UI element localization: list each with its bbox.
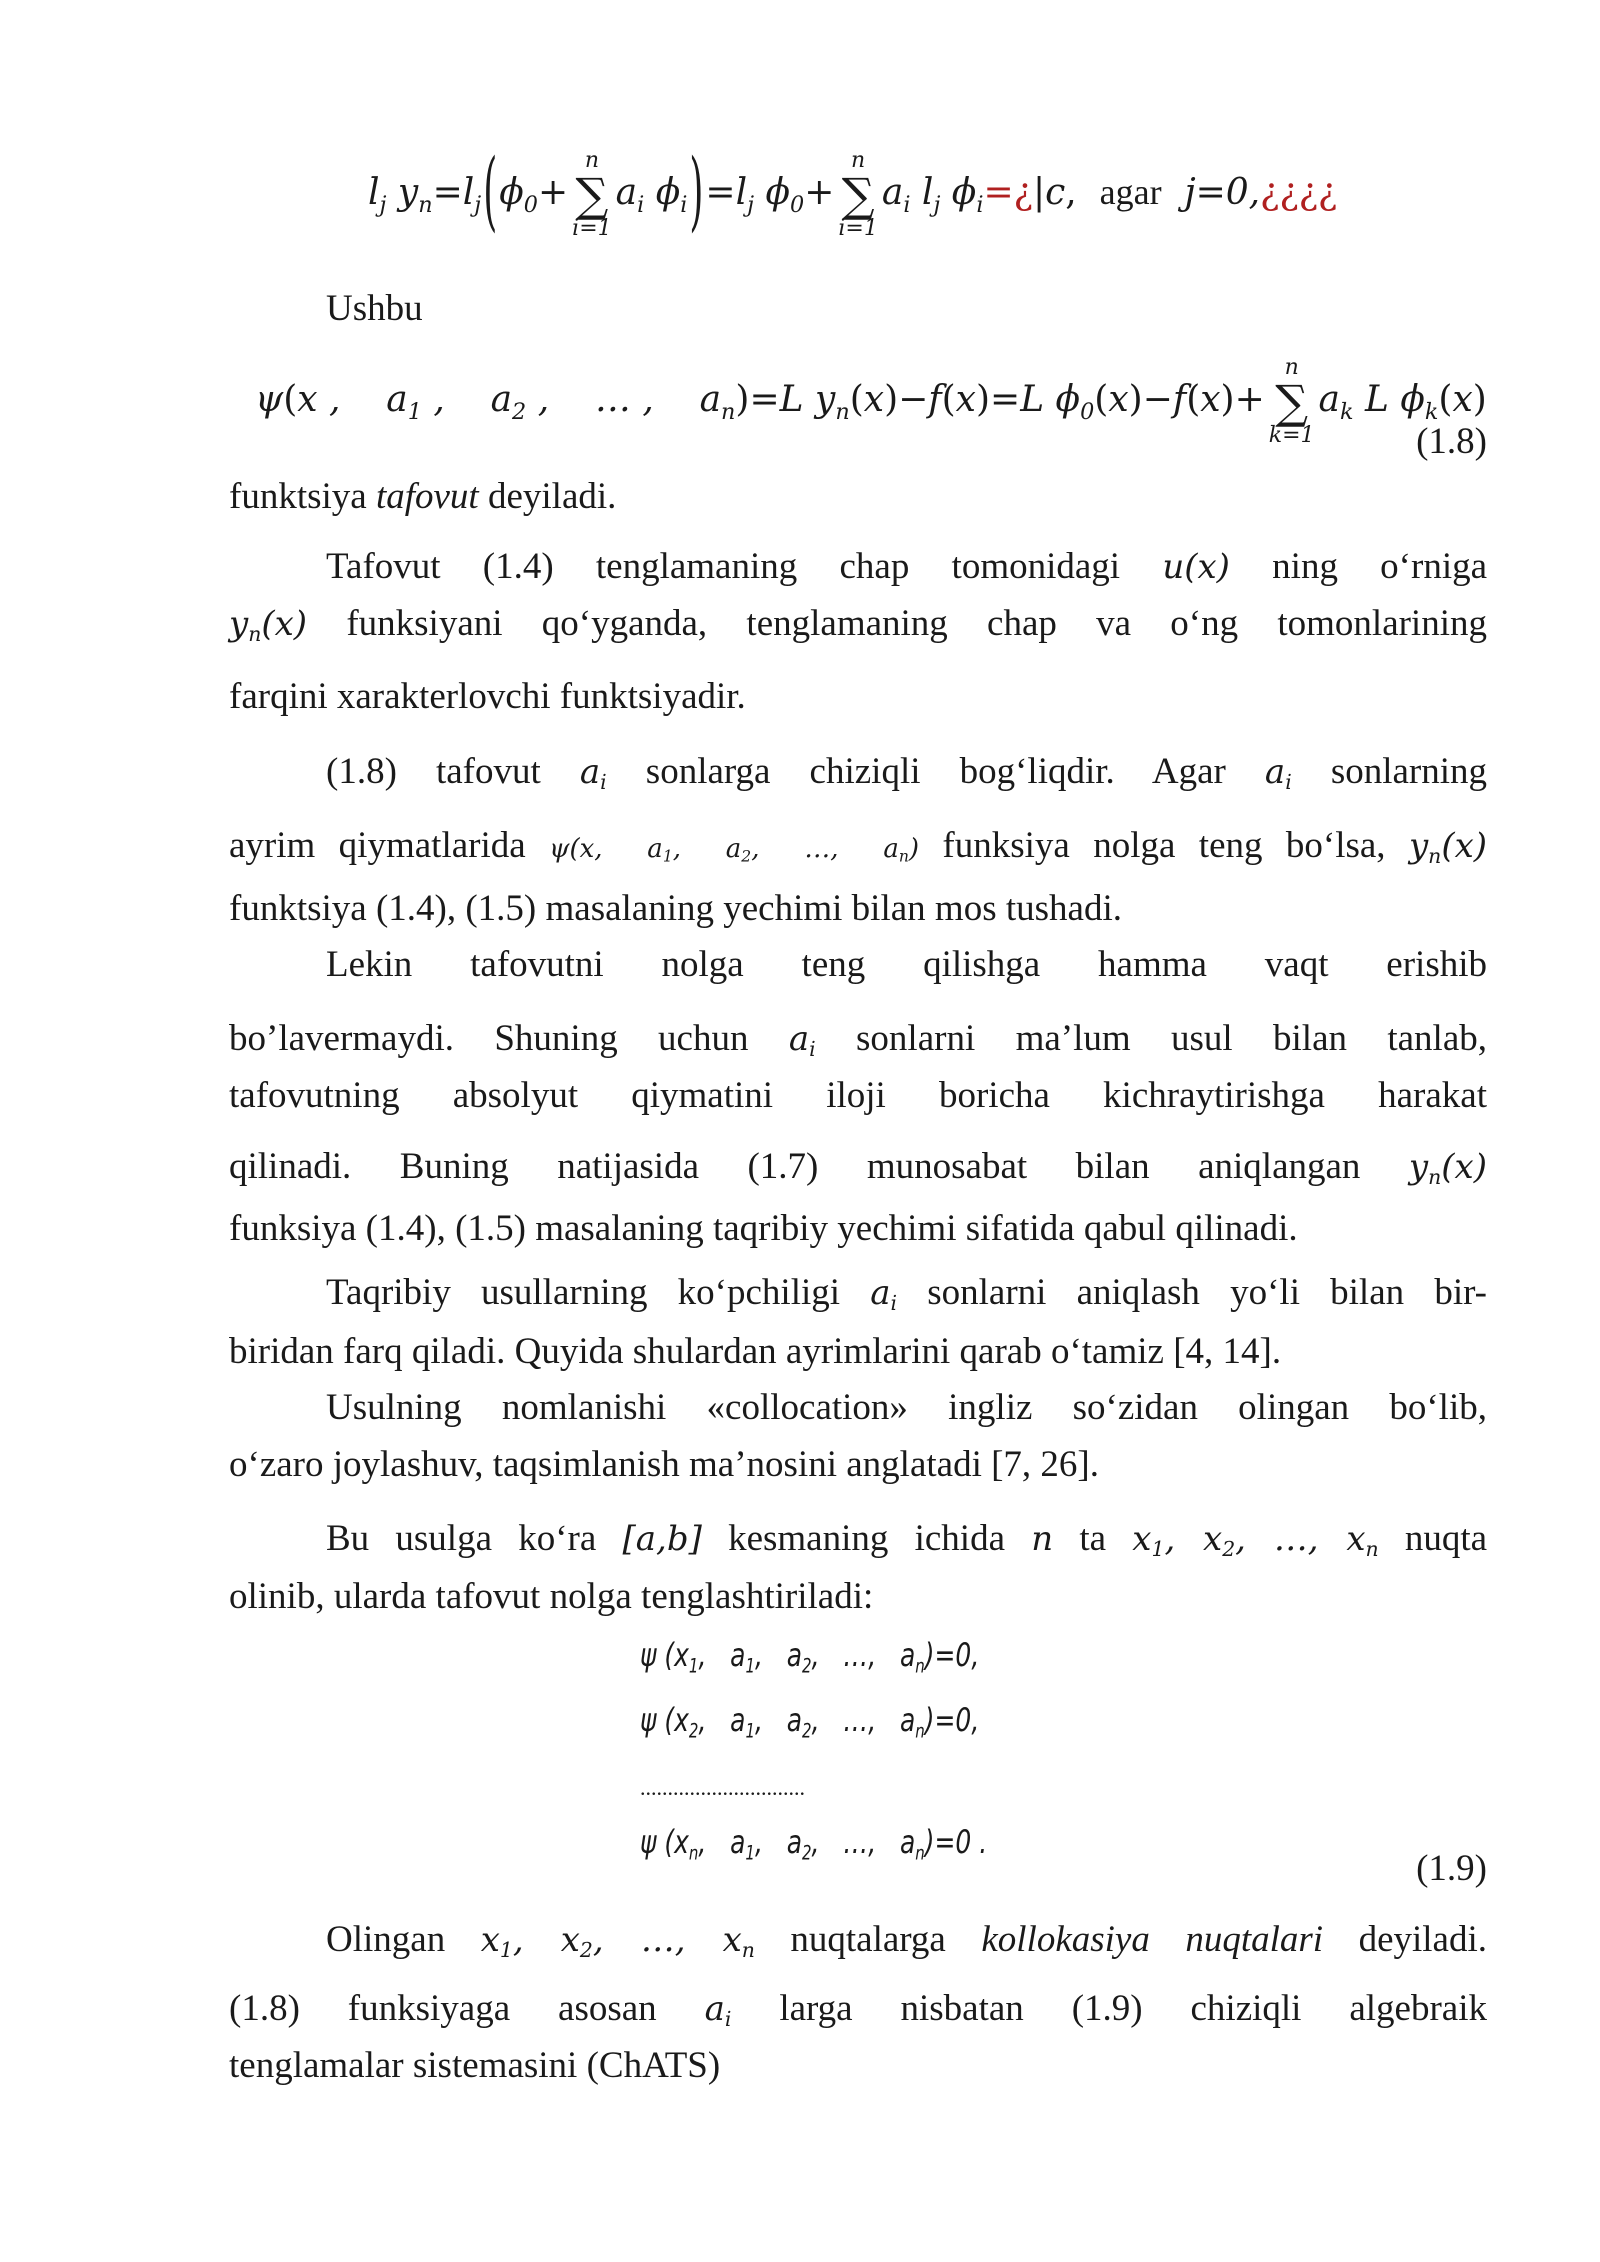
- text-line: (1.8) funksiyaga asosan $a_i$ larga nisbatan (1.9) chiziqli algebraik: [229, 1988, 1487, 2032]
- text-ushbu: Ushbu: [326, 288, 423, 329]
- system-ellipsis: ..............................: [640, 1775, 805, 1800]
- text-line: funktsiya (1.4), (1.5) masalaning yechimi bilan mos tushadi.: [229, 888, 1122, 929]
- system-eq-row: ψ ($x_2$, $a_1$, $a_2$, …, $a_n)=0$,: [640, 1701, 980, 1743]
- text-line: tenglamalar sistemasini (ChATS): [229, 2045, 721, 2086]
- text-line: farqini xarakterlovchi funktsiyadir.: [229, 676, 746, 717]
- text-line: ayrim qiymatlarida ψ(x, $a_1$, $a_2$, …, $a_n$) funksiya nolga teng bo‘lsa, $y_n(x)$: [229, 825, 1488, 869]
- text-line: (1.8) tafovut $a_i$ sonlarga chiziqli bog‘liqdir. Agar $a_i$ sonlarning: [326, 751, 1488, 795]
- formula-1-8: ψ(x , $a_1$ , $a_2$ , … , $a_n)=L$ $y_n(x)-f(x)=L$ $\phi_0(x)-f(x)+$ n ∑ k=1 $a_k$ L $\phi_k(x)$: [255, 355, 1487, 448]
- text-line: tafovutning absolyut qiymatini iloji boricha kichraytirishga harakat: [229, 1075, 1487, 1116]
- text-line: Usulning nomlanishi «collocation» ingliz so‘zidan olingan bo‘lib,: [326, 1387, 1487, 1428]
- system-eq-row: ψ ($x_n$, $a_1$, $a_2$, …, $a_n)=0$ .: [640, 1823, 988, 1865]
- text-line: funktsiya tafovut deyiladi.: [229, 476, 617, 517]
- text-line: Bu usulga ko‘ra [a,b] kesmaning ichida n ta $x_1$, $x_2$, …, $x_n$ nuqta: [326, 1518, 1488, 1562]
- text-line: funksiya (1.4), (1.5) masalaning taqribiy yechimi sifatida qabul qilinadi.: [229, 1208, 1298, 1249]
- equation-number-1-9: (1.9): [1416, 1848, 1487, 1889]
- text-line: Taqribiy usullarning ko‘pchiligi $a_i$ sonlarni aniqlash yo‘li bilan bir-: [326, 1272, 1487, 1316]
- text-line: Olingan $x_1$, $x_2$, …, $x_n$ nuqtalarga kollokasiya nuqtalari deyiladi.: [326, 1919, 1487, 1963]
- text-line: qilinadi. Buning natijasida (1.7) munosabat bilan aniqlangan $y_n(x)$: [229, 1146, 1487, 1190]
- text-line: bo’lavermaydi. Shuning uchun $a_i$ sonlarni ma’lum usul bilan tanlab,: [229, 1018, 1488, 1062]
- system-eq-row: ψ ($x_1$, $a_1$, $a_2$, …, $a_n)=0$,: [640, 1636, 980, 1678]
- equation-number-1-8: (1.8): [1416, 421, 1487, 462]
- text-line: Lekin tafovutni nolga teng qilishga hamma vaqt erishib: [326, 944, 1487, 985]
- text-line: Tafovut (1.4) tenglamaning chap tomonidagi u(x) ning o‘rniga: [326, 546, 1488, 587]
- formula-top: $l_j$ $y_n=l_j(\phi_0+$ n ∑ i=1 $a_i$ $\phi_i)=l_j$ $\phi_0+$ n ∑ i=1 $a_i$ $l_j$ $\phi_i=¿|c$, agar j=0,¿¿¿¿: [368, 143, 1338, 242]
- text-line: olinib, ularda tafovut nolga tenglashtiriladi:: [229, 1576, 874, 1617]
- text-line: $y_n(x)$ funksiyani qo‘yganda, tenglamaning chap va o‘ng tomonlarining: [229, 603, 1487, 647]
- text-line: o‘zaro joylashuv, taqsimlanish ma’nosini anglatadi [7, 26].: [229, 1444, 1099, 1485]
- text-line: biridan farq qiladi. Quyida shulardan ayrimlarini qarab o‘tamiz [4, 14].: [229, 1331, 1282, 1372]
